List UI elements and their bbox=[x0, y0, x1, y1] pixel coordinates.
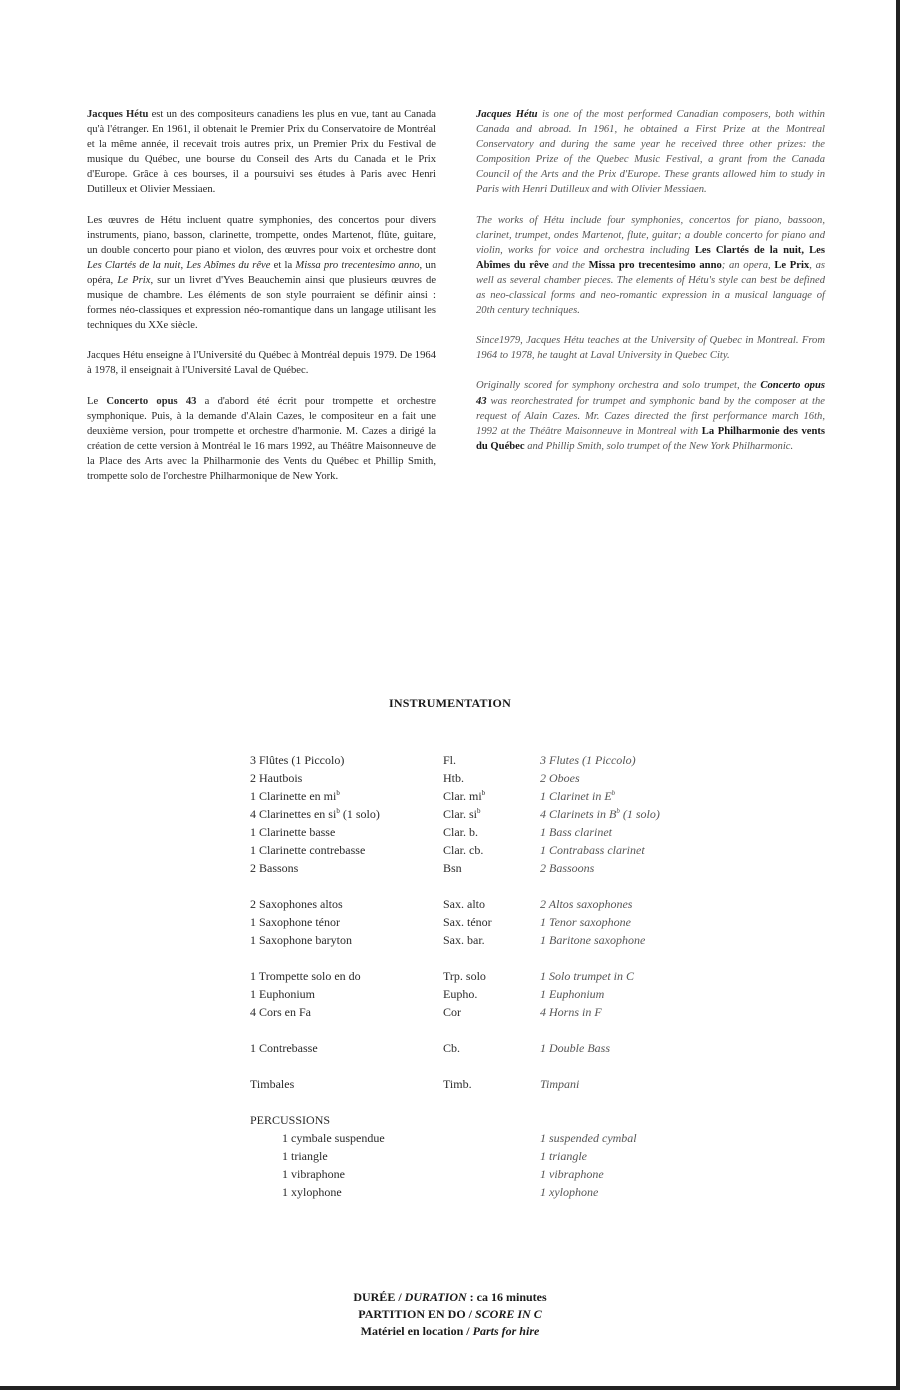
instrument-row bbox=[250, 1183, 710, 1201]
instrument-abbreviation bbox=[443, 913, 492, 931]
bio-en-text: Originally scored for symphony orchestra and solo trumpet, the bbox=[476, 380, 761, 392]
instrument-abbreviation bbox=[443, 787, 485, 805]
instrument-name-en-text: Timpani bbox=[540, 1077, 580, 1091]
instrument-abbreviation-text: Timb. bbox=[443, 1077, 472, 1091]
instrument-name-fr bbox=[250, 1111, 330, 1129]
instrument-name-en-text: 1 Contrabass clarinet bbox=[540, 843, 645, 857]
instrument-name-fr-text: 2 Hautbois bbox=[250, 771, 303, 785]
instrument-name-fr bbox=[250, 1075, 294, 1093]
score-key-label: PARTITION EN DO / bbox=[358, 1307, 475, 1321]
instrument-abbreviation-text: Sax. bar. bbox=[443, 933, 485, 947]
instrument-name-fr-text: 1 xylophone bbox=[282, 1185, 342, 1199]
instrument-abbreviation-text: Sax. ténor bbox=[443, 915, 492, 929]
bio-en-text: was reorchestrated for trumpet and symphonic band by the composer at the request of Alain Cazes. Mr. Cazes directed the first performance march 16th, 1992 at the Théâtre Maisonneuve in Montreal with bbox=[476, 395, 825, 437]
instrument-abbreviation bbox=[443, 769, 464, 787]
flat-sign: b bbox=[336, 789, 340, 797]
instrument-name-fr-text: 1 Clarinette en mi bbox=[250, 789, 337, 803]
instrument-name-en-text: 1 Tenor saxophone bbox=[540, 915, 631, 929]
work-title: Le Prix bbox=[117, 274, 151, 286]
instrument-name-fr bbox=[282, 1165, 345, 1183]
bio-fr-text: a d'abord été écrit pour trompette et orchestre symphonique. Puis, à la demande d'Alain Cazes, le compositeur en a fait une deuxième version, pour trompette et orchestre d'harmonie. M. Cazes a dirigé la création de cette version à Montréal le 16 mars 1992, au Théâtre Maisonneuve de la Place des Arts avec la Philharmonie des Vents du Québec et Phillip Smith, trompette solo de l'orchestre Philharmonique de New York. bbox=[87, 395, 436, 482]
instrument-name-fr bbox=[250, 1003, 311, 1021]
instrument-row bbox=[250, 787, 710, 805]
instrument-name-fr-text: Timbales bbox=[250, 1077, 295, 1091]
work-title: Les Abîmes du rêve bbox=[186, 259, 271, 271]
instrument-name-fr-text: 1 Saxophone baryton bbox=[250, 933, 352, 947]
bio-en-text: ; an opera, bbox=[721, 259, 775, 271]
instrument-row bbox=[250, 1039, 710, 1057]
bio-en-paragraph-1 bbox=[476, 107, 825, 198]
instrument-abbreviation-text: Fl. bbox=[443, 753, 457, 767]
instrument-row bbox=[250, 895, 710, 913]
instrument-abbreviation bbox=[443, 841, 483, 859]
instrument-name-en bbox=[540, 1165, 604, 1183]
score-key-label-en: SCORE IN C bbox=[475, 1307, 542, 1321]
bio-fr-text: , sur un livret d'Yves Beauchemin ainsi que plusieurs œuvres de musique de chambre. Les éléments de son style pourraient se définir ainsi : formes néo-classiques et expression néo-romantique dans un langage utilisant les techniques du XXe siècle. bbox=[87, 274, 437, 332]
instrument-row bbox=[250, 985, 710, 1003]
bio-en-paragraph-3: Since1979, Jacques Hétu teaches at the University of Quebec in Montreal. From 1964 to 1978, he taught at Laval University in Quebec City. bbox=[476, 335, 825, 362]
flat-sign: b bbox=[336, 807, 340, 815]
instrument-name-en bbox=[540, 1039, 610, 1057]
bio-en-paragraph-2 bbox=[476, 213, 825, 319]
instrument-name-fr-text: 1 cymbale suspendue bbox=[282, 1131, 385, 1145]
instrument-name-en bbox=[540, 1075, 579, 1093]
parts-label-en: Parts for hire bbox=[472, 1324, 540, 1338]
duration-label-en: DURATION bbox=[404, 1290, 467, 1304]
instrument-abbreviation bbox=[443, 895, 485, 913]
instrument-name-en bbox=[540, 1003, 602, 1021]
instrument-name-fr-text: 1 vibraphone bbox=[282, 1167, 345, 1181]
instrument-abbreviation-text: Trp. solo bbox=[443, 969, 486, 983]
instrument-name-en-text: 1 vibraphone bbox=[540, 1167, 604, 1181]
instrument-name-fr-text: 1 Euphonium bbox=[250, 987, 315, 1001]
instrument-abbreviation-text: Cb. bbox=[443, 1041, 461, 1055]
instrument-abbreviation-text: Clar. cb. bbox=[443, 843, 484, 857]
instrument-name-en-text: 1 Double Bass bbox=[540, 1041, 610, 1055]
instrument-abbreviation-text: Sax. alto bbox=[443, 897, 485, 911]
instrument-name-en-text: 2 Oboes bbox=[540, 771, 580, 785]
instrument-row bbox=[250, 1111, 710, 1129]
instrument-abbreviation bbox=[443, 859, 462, 877]
flat-sign: b bbox=[481, 789, 486, 797]
instrument-name-fr bbox=[282, 1129, 385, 1147]
duration-label: DURÉE / bbox=[353, 1290, 405, 1304]
work-title: Le Prix bbox=[774, 259, 810, 271]
instrument-name-en bbox=[540, 787, 615, 805]
instrument-name-en-suffix: (1 solo) bbox=[619, 807, 660, 821]
instrument-abbreviation bbox=[443, 931, 485, 949]
instrument-name-fr-text: 4 Clarinettes en si bbox=[250, 807, 337, 821]
instrument-abbreviation-text: Clar. b. bbox=[443, 825, 478, 839]
instrument-name-en bbox=[540, 913, 631, 931]
instrument-name-en bbox=[540, 823, 612, 841]
instrument-name-en bbox=[540, 1129, 637, 1147]
instrument-name-en bbox=[540, 751, 636, 769]
instrument-name-en bbox=[540, 859, 594, 877]
bio-fr-text: , bbox=[180, 259, 187, 271]
instrument-name-fr bbox=[250, 1039, 318, 1057]
instrument-name-fr-text: 1 Clarinette contrebasse bbox=[250, 843, 366, 857]
instrument-name-en-text: 1 suspended cymbal bbox=[540, 1131, 637, 1145]
instrument-row bbox=[250, 1003, 710, 1021]
instrument-row bbox=[250, 859, 710, 877]
instrument-abbreviation bbox=[443, 1003, 461, 1021]
composer-name: Jacques Hétu bbox=[476, 109, 538, 120]
bio-fr-text: est un des compositeurs canadiens les plus en vue, tant au Canada qu'à l'étranger. En 1961, il obtenait le Premier Prix du Conservatoire de Montréal et la même année, il recevait trois autres prix, un Premier Prix du Festival de musique du Québec, une bourse du Conseil des Arts du Canada et le Prix d'Europe. Grâce à ces bourses, il a poursuivi ses études à Paris avec Henri Dutilleux et Olivier Messiaen. bbox=[87, 109, 436, 196]
instrument-name-fr-text: 4 Cors en Fa bbox=[250, 1005, 311, 1019]
work-title: Les Clartés de la nuit bbox=[87, 259, 181, 271]
instrument-name-fr-text: 2 Bassons bbox=[250, 861, 299, 875]
bio-en-paragraph-4 bbox=[476, 378, 825, 453]
instrument-name-en-text: 1 triangle bbox=[540, 1149, 587, 1163]
instrument-row bbox=[250, 751, 710, 769]
bio-en-text: is one of the most performed Canadian composers, both within Canada and abroad. In 1961, he obtained a First Prize at the Montreal Conservatory and during the same year he received three other prizes: the Composition Prize of the Quebec Music Festival, a grant from the Canada Council of the Arts and the Prix d'Europe. These grants allowed him to study in Paris with Henri Dutilleux and with Olivier Messiaen. bbox=[476, 109, 825, 196]
instrument-name-en-text: 1 Clarinet in E bbox=[540, 789, 612, 803]
instrument-row bbox=[250, 967, 710, 985]
instrument-abbreviation-text: Htb. bbox=[443, 771, 464, 785]
instrument-name-en bbox=[540, 895, 632, 913]
instrument-name-fr bbox=[250, 931, 352, 949]
flat-sign: b bbox=[477, 807, 481, 815]
instrument-abbreviation bbox=[443, 967, 486, 985]
instrument-name-fr-text: 3 Flûtes (1 Piccolo) bbox=[250, 753, 345, 767]
instrument-name-fr-text: 1 Contrebasse bbox=[250, 1041, 318, 1055]
instrument-row bbox=[250, 1075, 710, 1093]
parts-label: Matériel en location / bbox=[360, 1324, 473, 1338]
instrument-name-fr-text: PERCUSSIONS bbox=[250, 1113, 331, 1127]
instrument-name-fr-text: 2 Saxophones altos bbox=[250, 897, 343, 911]
instrument-abbreviation-text: Clar. mi bbox=[443, 789, 482, 803]
instrument-name-fr bbox=[250, 859, 298, 877]
parts-line bbox=[0, 1323, 900, 1340]
instrument-row bbox=[250, 1129, 710, 1147]
work-title: Missa pro trecentesimo anno bbox=[588, 259, 722, 271]
instrument-name-en bbox=[540, 967, 634, 985]
instrument-name-en-text: 4 Clarinets in B bbox=[540, 807, 617, 821]
instrument-name-en-text: 1 Solo trumpet in C bbox=[540, 969, 635, 983]
instrument-row bbox=[250, 931, 710, 949]
instrument-abbreviation-text: Cor bbox=[443, 1005, 461, 1019]
instrument-name-fr-text: 1 Saxophone ténor bbox=[250, 915, 340, 929]
instrument-name-en bbox=[540, 805, 660, 823]
instrument-abbreviation bbox=[443, 751, 456, 769]
instrument-name-en bbox=[540, 769, 580, 787]
instrument-row bbox=[250, 805, 710, 823]
instrument-name-fr bbox=[250, 769, 302, 787]
instrument-name-en bbox=[540, 985, 604, 1003]
bio-french-column bbox=[87, 107, 436, 499]
instrument-abbreviation bbox=[443, 805, 481, 823]
instrument-name-fr-text: 1 Clarinette basse bbox=[250, 825, 336, 839]
instrument-name-fr-suffix: (1 solo) bbox=[339, 807, 380, 821]
instrument-name-en bbox=[540, 931, 645, 949]
bio-en-text: The works of Hétu include four symphonies, concertos for piano, bassoon, clarinet, trumpet, ondes Martenot, flute, guitar; a double concerto for piano and violin, works for voice and orchestra including bbox=[476, 214, 825, 256]
bio-fr-paragraph-3: Jacques Hétu enseigne à l'Université du Québec à Montréal depuis 1979. De 1964 à 1978, il enseignait à l'Université Laval de Québec. bbox=[87, 350, 436, 377]
instrument-name-fr bbox=[250, 895, 343, 913]
bio-fr-paragraph-1 bbox=[87, 107, 436, 198]
instrument-abbreviation bbox=[443, 823, 478, 841]
instrument-name-fr bbox=[250, 985, 315, 1003]
score-key-line bbox=[0, 1306, 900, 1323]
composer-name: Jacques Hétu bbox=[87, 109, 149, 120]
instrument-row bbox=[250, 913, 710, 931]
instrument-name-en-text: 1 xylophone bbox=[540, 1185, 599, 1199]
work-title: Missa pro trecentesimo anno bbox=[295, 259, 420, 271]
instrument-name-fr bbox=[250, 823, 335, 841]
instrument-name-fr bbox=[282, 1147, 328, 1165]
instrument-name-en-text: 4 Horns in F bbox=[540, 1005, 602, 1019]
instrumentation-title: INSTRUMENTATION bbox=[389, 696, 511, 710]
instrument-row bbox=[250, 841, 710, 859]
instrument-name-en-text: 1 Euphonium bbox=[540, 987, 605, 1001]
bio-fr-text: , un opéra, bbox=[87, 259, 436, 286]
instrument-name-en-text: 1 Baritone saxophone bbox=[540, 933, 646, 947]
work-title: Les Clartés de la nuit, Les Abîmes du rêve bbox=[476, 244, 825, 271]
instrument-name-en bbox=[540, 841, 645, 859]
bio-en-text: and the bbox=[548, 259, 589, 271]
duration-line bbox=[0, 1289, 900, 1306]
bio-en-text: , as well as several chamber pieces. The elements of Hétu's style can best be defined as neo-classical forms and neo-romantic expression in a musical language of 20th century techniques. bbox=[476, 259, 825, 317]
instrument-abbreviation bbox=[443, 1075, 472, 1093]
instrument-abbreviation bbox=[443, 985, 477, 1003]
flat-sign: b bbox=[611, 789, 616, 797]
bio-fr-paragraph-4 bbox=[87, 394, 436, 485]
instrument-row bbox=[250, 1165, 710, 1183]
bio-fr-text: Les œuvres de Hétu incluent quatre symphonies, des concertos pour divers instruments, piano, basson, clarinette, trompette, ondes Martenot, flûte, guitare, un double concerto pour piano et violon, des œuvres pour voix et orchestre dont bbox=[87, 214, 436, 256]
instrument-name-en-text: 1 Bass clarinet bbox=[540, 825, 612, 839]
instrument-row bbox=[250, 823, 710, 841]
instrument-name-en bbox=[540, 1147, 587, 1165]
instrument-name-fr bbox=[250, 751, 344, 769]
bio-fr-paragraph-2 bbox=[87, 213, 436, 334]
instrument-abbreviation-text: Clar. si bbox=[443, 807, 478, 821]
score-info-footer bbox=[0, 1289, 900, 1340]
instrument-row bbox=[250, 1147, 710, 1165]
instrument-abbreviation-text: Bsn bbox=[443, 861, 462, 875]
instrument-name-en-text: 3 Flutes (1 Piccolo) bbox=[540, 753, 636, 767]
bio-english-column bbox=[476, 107, 825, 469]
instrument-name-fr bbox=[250, 787, 340, 805]
instrumentation-table bbox=[250, 751, 710, 1201]
duration-value: : ca 16 minutes bbox=[466, 1290, 547, 1304]
instrument-name-fr bbox=[282, 1183, 342, 1201]
instrument-name-fr bbox=[250, 805, 380, 823]
bio-fr-text: et la bbox=[270, 259, 296, 271]
instrument-name-en-text: 2 Altos saxophones bbox=[540, 897, 633, 911]
work-title: Concerto opus 43 bbox=[476, 380, 825, 407]
instrument-name-fr-text: 1 triangle bbox=[282, 1149, 328, 1163]
instrument-abbreviation-text: Eupho. bbox=[443, 987, 478, 1001]
flat-sign: b bbox=[616, 807, 620, 815]
instrument-name-fr bbox=[250, 967, 361, 985]
instrument-name-fr bbox=[250, 913, 340, 931]
instrument-row bbox=[250, 769, 710, 787]
instrument-name-en-text: 2 Bassoons bbox=[540, 861, 595, 875]
instrument-name-fr bbox=[250, 841, 365, 859]
instrument-name-fr-text: 1 Trompette solo en do bbox=[250, 969, 361, 983]
work-title: Concerto opus 43 bbox=[106, 395, 197, 407]
instrument-abbreviation bbox=[443, 1039, 460, 1057]
ensemble-name: La Philharmonie des vents du Québec bbox=[476, 425, 825, 452]
bio-en-text: and Phillip Smith, solo trumpet of the New York Philharmonic. bbox=[524, 440, 794, 452]
instrument-name-en bbox=[540, 1183, 598, 1201]
bio-fr-text: Le bbox=[87, 395, 107, 407]
